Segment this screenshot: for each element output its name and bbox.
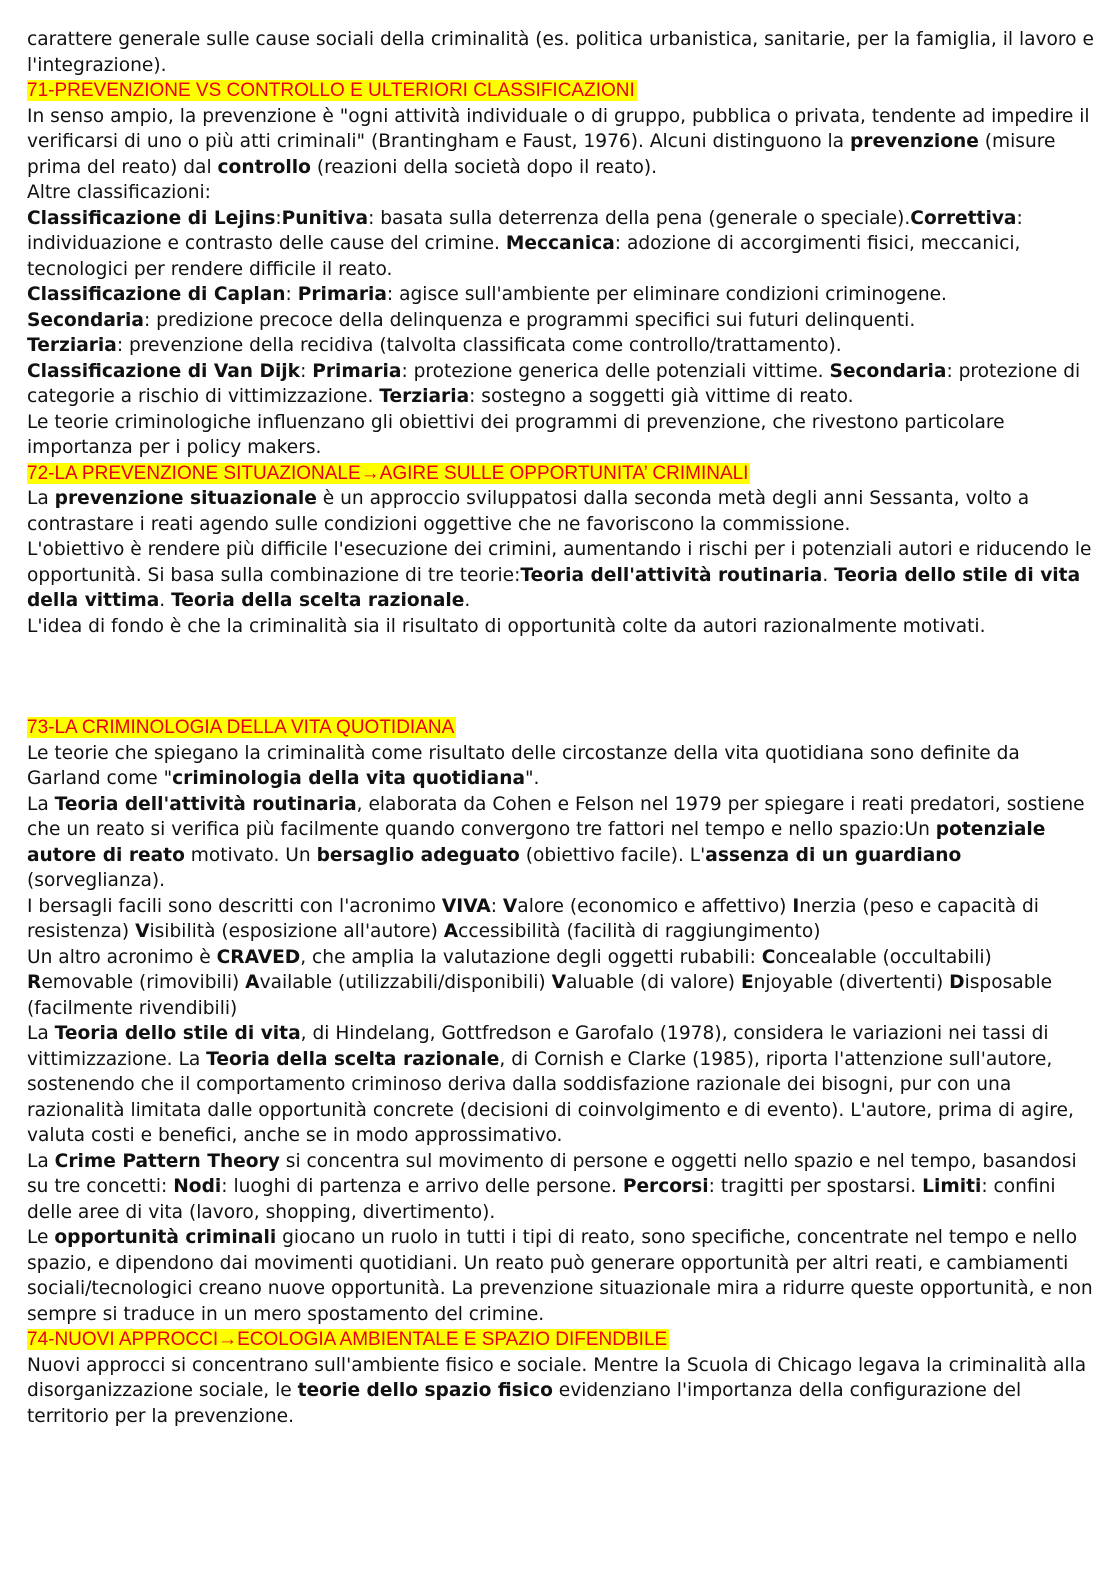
lejins-classification: Classificazione di Lejins:Punitiva: basata sulla deterrenza della pena (generale o speciale).Correttiva: individuazione e contrasto delle cause del crimine. Meccanica: adozione di accorgimenti fisici, meccanici, tecnologici per rendere difficile il reato. xyxy=(27,207,1023,280)
document-body xyxy=(27,27,1097,1429)
section-71-paragraph-1: In senso ampio, la prevenzione è "ogni attività individuale o di gruppo, pubblica o privata, tendente ad impedire il verificarsi di uno o più atti criminali" (Brantingham e Faust, 1976). Alcuni distinguono la prevenzione (misure prima del reato) dal controllo (reazioni della società dopo il reato). xyxy=(27,105,1090,178)
section-73-paragraph-2: La Teoria dell'attività routinaria, elaborata da Cohen e Felson nel 1979 per spiegare i reati predatori, sostiene che un reato si verifica più facilmente quando convergono tre fattori nel tempo e nello spazio:Un potenziale autore di reato motivato. Un bersaglio adeguato (obiettivo facile). L'assenza di un guardiano (sorveglianza). xyxy=(27,793,1085,891)
section-72-paragraph-1: La prevenzione situazionale è un approccio sviluppatosi dalla seconda metà degli anni Sessanta, volto a contrastare i reati agendo sulle condizioni oggettive che ne favoriscono la commissione. xyxy=(27,488,1030,535)
caplan-classification: Classificazione di Caplan: Primaria: agisce sull'ambiente per eliminare condizioni criminogene. Secondaria: predizione precoce della delinquenza e programmi specifici sui futuri delinquenti. Terziaria: prevenzione della recidiva (talvolta classificata come controllo/trattamento). xyxy=(27,284,947,356)
section-71-paragraph-2: Altre classificazioni: xyxy=(27,182,211,203)
section-72-heading xyxy=(27,461,1097,487)
section-72-paragraph-2: L'obiettivo è rendere più difficile l'esecuzione dei crimini, aumentando i rischi per i potenziali autori e riducendo le opportunità. Si basa sulla combinazione di tre teorie:Teoria dell'attività routinaria. Teoria dello stile di vita della vittima. Teoria della scelta razionale. xyxy=(27,539,1092,611)
section-71-paragraph-3: Le teorie criminologiche influenzano gli obiettivi dei programmi di prevenzione, che rivestono particolare importanza per i policy makers. xyxy=(27,411,1005,458)
section-74-heading xyxy=(27,1327,1097,1353)
section-71-heading-text: 71-PREVENZIONE VS CONTROLLO E ULTERIORI CLASSIFICAZIONI xyxy=(27,80,635,101)
section-73-paragraph-1: Le teorie che spiegano la criminalità come risultato delle circostanze della vita quotidiana sono definite da Garland come "criminologia della vita quotidiana". xyxy=(27,742,1020,789)
section-73-paragraph-4: La Crime Pattern Theory si concentra sul movimento di persone e oggetti nello spazio e nel tempo, basandosi su tre concetti: Nodi: luoghi di partenza e arrivo delle persone. Percorsi: tragitti per spostarsi. Limiti: confini delle aree di vita (lavoro, shopping, divertimento). xyxy=(27,1150,1077,1223)
intro-paragraph: carattere generale sulle cause sociali della criminalità (es. politica urbanistica, sanitarie, per la famiglia, il lavoro e l'integrazione). xyxy=(27,29,1094,76)
section-74-paragraph-1: Nuovi approcci si concentrano sull'ambiente fisico e sociale. Mentre la Scuola di Chicago legava la criminalità alla disorganizzazione sociale, le teorie dello spazio fisico evidenziano l'importanza della configurazione del territorio per la prevenzione. xyxy=(27,1354,1087,1427)
section-73-heading-text: 73-LA CRIMINOLOGIA DELLA VITA QUOTIDIANA xyxy=(27,717,455,738)
section-73-paragraph-3: La Teoria dello stile di vita, di Hindelang, Gottfredson e Garofalo (1978), considera le variazioni nei tassi di vittimizzazione. La Teoria della scelta razionale, di Cornish e Clarke (1985), riporta l'attenzione sull'autore, sostenendo che il comportamento criminoso deriva dalla soddisfazione razionale dei bisogni, pur con una razionalità limitata dalle opportunità concrete (decisioni di coinvolgimento e di evento). L'autore, prima di agire, valuta costi e benefici, anche se in modo approssimativo. xyxy=(27,1023,1074,1146)
section-72-paragraph-3: L'idea di fondo è che la criminalità sia il risultato di opportunità colte da autori razionalmente motivati. xyxy=(27,615,986,637)
craved-acronym-paragraph: Un altro acronimo è CRAVED, che amplia la valutazione degli oggetti rubabili: Concealable (occultabili) Removable (rimovibili) Available (utilizzabili/disponibili) Valuable (di valore) Enjoyable (divertenti) Disposable (facilmente rivendibili) xyxy=(27,946,1053,1019)
section-73-heading xyxy=(27,715,1097,741)
section-71-heading xyxy=(27,78,1097,104)
section-74-heading-text: 74-NUOVI APPROCCI→ECOLOGIA AMBIENTALE E SPAZIO DIFENDBILE xyxy=(27,1329,668,1350)
section-72-heading-text: 72-LA PREVENZIONE SITUAZIONALE→AGIRE SULLE OPPORTUNITA’ CRIMINALI xyxy=(27,462,749,484)
section-73-paragraph-5: Le opportunità criminali giocano un ruolo in tutti i tipi di reato, sono specifiche, concentrate nel tempo e nello spazio, e dipendono dai movimenti quotidiani. Un reato può generare opportunità per altri reati, e cambiamenti sociali/tecnologici creano nuove opportunità. La prevenzione situazionale mira a ridurre queste opportunità, e non sempre si traduce in un mero spostamento del crimine. xyxy=(27,1227,1093,1325)
viva-acronym-paragraph: I bersagli facili sono descritti con l'acronimo VIVA: Valore (economico e affettivo) Inerzia (peso e capacità di resistenza) Visibilità (esposizione all'autore) Accessibilità (facilità di raggiungimento) xyxy=(27,895,1039,942)
blank-gap xyxy=(27,639,1097,715)
vandijk-classification: Classificazione di Van Dijk: Primaria: protezione generica delle potenziali vittime. Secondaria: protezione di categorie a rischio di vittimizzazione. Terziaria: sostegno a soggetti già vittime di reato. xyxy=(27,360,1081,407)
